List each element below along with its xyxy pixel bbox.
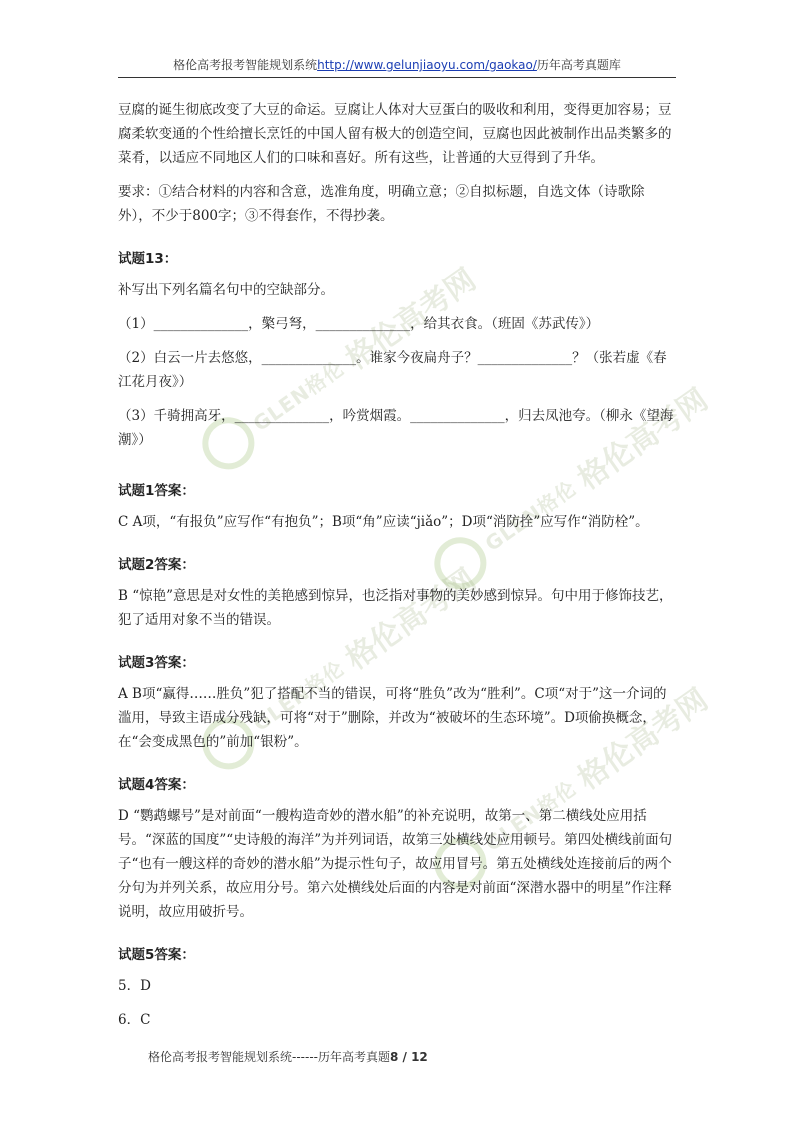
question-13-instruction: 补写出下列名篇名句中的空缺部分。 [118, 282, 334, 298]
header-link[interactable]: http://www.gelunjiaoyu.com/gaokao/ [317, 58, 537, 72]
answer-2-text: B “惊艳”意思是对女性的美艳感到惊异，也泛指对事物的美妙感到惊异。句中用于修饰技艺，犯了适用对象不当的错误。 [118, 588, 673, 628]
page-footer [148, 1048, 428, 1065]
answer-5-title: 试题5答案： [118, 947, 195, 963]
answer-1-title: 试题1答案： [118, 483, 195, 499]
page-number: 8 / 12 [389, 1050, 428, 1064]
question-13-title: 试题13： [118, 251, 178, 267]
intro-paragraph: 豆腐的诞生彻底改变了大豆的命运。豆腐让人体对大豆蛋白的吸收和利用，变得更加容易；豆腐柔软变通的个性给擅长烹饪的中国人留有极大的创造空间，豆腐也因此被制作出品类繁多的菜肴，以适应不同地区人们的口味和喜好。所有这些，让普通的大豆得到了升华。 [118, 102, 672, 166]
answer-4-text: D “鹦鹉螺号”是对前面“一艘构造奇妙的潜水船”的补充说明，故第一、第二横线处应用括号。“深蓝的国度”“史诗般的海洋”为并列词语，故第三处横线处应用顿号。第四处横线前面句子“也有一艘这样的奇妙的潜水船”为提示性句子，故应用冒号。第五处横线处连接前后的两个分句为并列关系，故应用分号。第六处横线处后面的内容是对前面“深潜水器中的明星”作注释说明，故应用破折号。 [118, 808, 673, 920]
question-13-item: （3）千骑拥高牙，______________，吟赏烟霞。______________，归去凤池夸。（柳永《望海潮》） [118, 408, 674, 448]
answer-3-title: 试题3答案： [118, 655, 195, 671]
watermark: GLEN格伦格伦高考网 [424, 672, 717, 899]
answer-4-title: 试题4答案： [118, 777, 195, 793]
question-13-item: （1）______________，檠弓弩，______________，给其衣食。（班固《苏武传》） [118, 316, 600, 332]
document-body [118, 98, 678, 1042]
header-suffix: 历年高考真题库 [536, 58, 621, 72]
watermark: GLEN格伦格伦高考网 [192, 552, 485, 779]
question-13-item: （2）白云一片去悠悠，______________。谁家今夜扁舟子？______________？（张若虚《春江花月夜》） [118, 350, 667, 390]
page-header [118, 56, 676, 78]
watermark: GLEN格伦格伦高考网 [192, 252, 485, 479]
answer-1-text: C A项，“有报负”应写作“有抱负”；B项“角”应读“jiǎo”；D项“消防拴”应写作“消防栓”。 [118, 514, 649, 530]
answer-5-line: 5．D [118, 978, 151, 994]
footer-text: 格伦高考报考智能规划系统------历年高考真题 [148, 1050, 390, 1064]
answer-3-text: A B项“赢得……胜负”犯了搭配不当的错误，可将“胜负”改为“胜利”。C项“对于”这一介词的滥用，导致主语成分残缺，可将“对于”删除，并改为“被破坏的生态环境”。D项偷换概念，在“会变成黑色的”前加“银粉”。 [118, 686, 667, 750]
watermark: GLEN格伦格伦高考网 [424, 372, 717, 599]
answer-6-line: 6．C [118, 1012, 151, 1028]
answer-2-title: 试题2答案： [118, 557, 195, 573]
requirements: 要求：①结合材料的内容和含意，选准角度，明确立意；②自拟标题，自选文体（诗歌除外），不少于800字；③不得套作，不得抄袭。 [118, 184, 645, 224]
header-prefix: 格伦高考报考智能规划系统 [173, 58, 318, 72]
